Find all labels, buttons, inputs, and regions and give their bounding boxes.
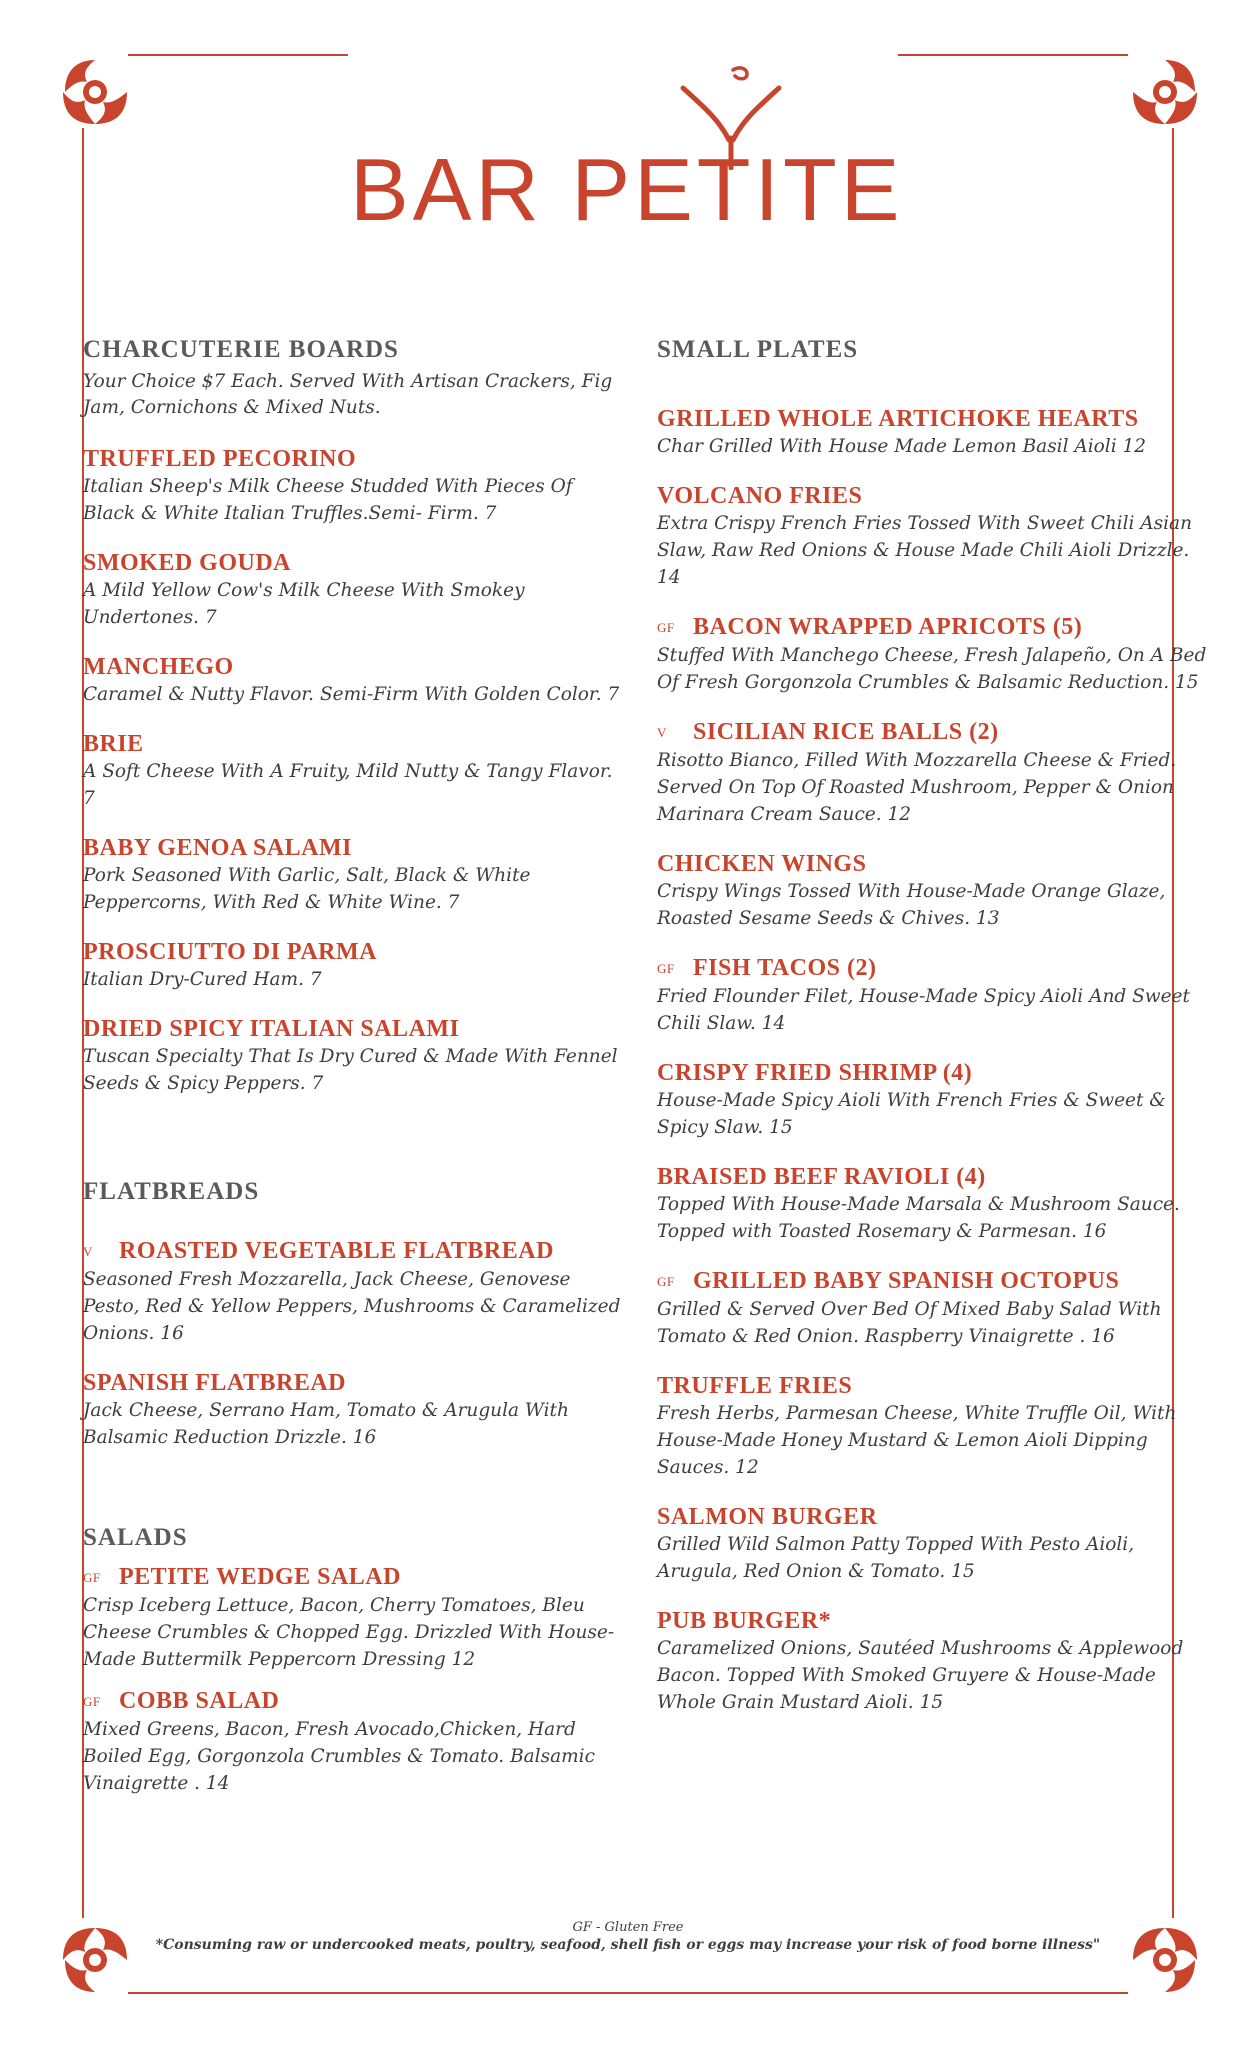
item-description: A Soft Cheese With A Fruity, Mild Nutty & Tangy Flavor. 7: [83, 761, 613, 809]
item-description: Char Grilled With House Made Lemon Basil Aioli 12: [657, 436, 1147, 457]
item-description: Stuffed With Manchego Cheese, Fresh Jalapeño, On A Bed Of Fresh Gorgonzola Crumbles & Balsamic Reduction. 15: [657, 645, 1207, 693]
menu-item: [83, 653, 623, 708]
item-description: Crispy Wings Tossed With House-Made Orange Glaze, Roasted Sesame Seeds & Chives. 13: [657, 881, 1166, 929]
salads-section: [83, 1523, 623, 1797]
gluten-free-legend: GF - Gluten Free: [572, 1920, 684, 1935]
item-name-text: BACON WRAPPED APRICOTS (5): [693, 614, 1083, 640]
item-description: Grilled Wild Salmon Patty Topped With Pesto Aioli, Arugula, Red Onion & Tomato. 15: [657, 1534, 1135, 1582]
frame-top-right-line: [898, 54, 1128, 56]
item-name: CRISPY FRIED SHRIMP (4): [657, 1060, 973, 1086]
health-disclaimer: *Consuming raw or undercooked meats, poultry, seafood, shell fish or eggs may increase your risk of food borne illness": [155, 1937, 1101, 1953]
item-description: A Mild Yellow Cow's Milk Cheese With Smokey Undertones. 7: [83, 580, 525, 628]
menu-item: [657, 613, 1207, 696]
gluten-free-tag: GF: [83, 1694, 101, 1709]
menu-item: [657, 1372, 1207, 1481]
item-name: TRUFFLED PECORINO: [83, 446, 357, 472]
item-name: TRUFFLE FRIES: [657, 1373, 853, 1399]
gluten-free-tag: GF: [657, 961, 675, 976]
item-name: DRIED SPICY ITALIAN SALAMI: [83, 1016, 460, 1042]
menu-item: [657, 954, 1207, 1037]
left-column: [83, 335, 623, 1797]
item-name: [83, 1687, 623, 1716]
item-description: House-Made Spicy Aioli With French Fries & Sweet & Spicy Slaw. 15: [657, 1090, 1166, 1138]
item-name: PUB BURGER*: [657, 1608, 832, 1634]
vegetarian-tag: V: [83, 1244, 93, 1259]
section-title: CHARCUTERIE BOARDS: [83, 336, 399, 363]
item-description: Seasoned Fresh Mozzarella, Jack Cheese, Genovese Pesto, Red & Yellow Peppers, Mushrooms & Caramelized Onions. 16: [83, 1269, 621, 1344]
item-name-text: SICILIAN RICE BALLS (2): [693, 719, 999, 745]
item-name: PROSCIUTTO DI PARMA: [83, 939, 377, 965]
menu-item: [657, 718, 1207, 828]
item-name: GRILLED WHOLE ARTICHOKE HEARTS: [657, 406, 1139, 432]
frame-bottom-left-line: [128, 1992, 1128, 1994]
menu-item: [83, 445, 623, 527]
item-name: [657, 954, 1207, 983]
menu-item: [83, 1015, 623, 1097]
menu-item: [657, 850, 1207, 932]
item-name: SPANISH FLATBREAD: [83, 1370, 346, 1396]
item-description: Extra Crispy French Fries Tossed With Sweet Chili Asian Slaw, Raw Red Onions & House Made Chili Aioli Drizzle. 14: [657, 513, 1193, 588]
item-description: Italian Sheep's Milk Cheese Studded With Pieces Of Black & White Italian Truffles.Semi- Firm. 7: [83, 476, 573, 524]
item-name: SMOKED GOUDA: [83, 550, 292, 576]
item-description: Italian Dry-Cured Ham. 7: [83, 969, 322, 990]
menu-item: [83, 730, 623, 812]
menu-item: [83, 938, 623, 993]
menu-item: [657, 1607, 1207, 1716]
item-name-text: FISH TACOS (2): [693, 955, 877, 981]
item-name: BRIE: [83, 731, 144, 757]
menu-item: [83, 1563, 623, 1673]
section-title: SALADS: [83, 1524, 188, 1551]
menu-item: [83, 1369, 623, 1451]
menu-item: [657, 1059, 1207, 1141]
section-intro: Your Choice $7 Each. Served With Artisan Crackers, Fig Jam, Cornichons & Mixed Nuts.: [83, 371, 613, 418]
menu-item: [657, 1163, 1207, 1245]
flatbreads-section: [83, 1177, 623, 1451]
item-description: Crisp Iceberg Lettuce, Bacon, Cherry Tomatoes, Bleu Cheese Crumbles & Chopped Egg. Drizzled With House-Made Buttermilk Peppercorn Dressing 12: [83, 1595, 615, 1670]
gluten-free-tag: GF: [657, 1274, 675, 1289]
item-description: Caramelized Onions, Sautéed Mushrooms & Applewood Bacon. Topped With Smoked Gruyere & House-Made Whole Grain Mustard Aioli. 15: [657, 1638, 1184, 1713]
item-name: BABY GENOA SALAMI: [83, 835, 352, 861]
menu-item: [83, 834, 623, 916]
item-name-text: COBB SALAD: [119, 1688, 280, 1714]
charcuterie-section: [83, 335, 623, 1097]
menu-item: [657, 405, 1207, 460]
menu-item: [83, 1237, 623, 1347]
vegetarian-tag: V: [657, 725, 667, 740]
item-description: Tuscan Specialty That Is Dry Cured & Made With Fennel Seeds & Spicy Peppers. 7: [83, 1046, 618, 1094]
item-name: SALMON BURGER: [657, 1504, 878, 1530]
item-name: VOLCANO FRIES: [657, 483, 863, 509]
item-description: Jack Cheese, Serrano Ham, Tomato & Arugula With Balsamic Reduction Drizzle. 16: [83, 1400, 569, 1448]
item-name-text: GRILLED BABY SPANISH OCTOPUS: [693, 1268, 1120, 1294]
section-title: FLATBREADS: [83, 1178, 260, 1205]
item-name: [657, 613, 1207, 642]
corner-ornament-icon: [55, 52, 135, 132]
gluten-free-tag: GF: [83, 1570, 101, 1585]
menu-item: [83, 1687, 623, 1797]
item-name: CHICKEN WINGS: [657, 851, 867, 877]
item-name: BRAISED BEEF RAVIOLI (4): [657, 1164, 986, 1190]
item-description: Pork Seasoned With Garlic, Salt, Black & White Peppercorns, With Red & White Wine. 7: [83, 865, 531, 913]
item-name: [83, 1237, 623, 1266]
brand-name: BAR PETITE: [350, 140, 904, 239]
item-description: Fried Flounder Filet, House-Made Spicy Aioli And Sweet Chili Slaw. 14: [657, 986, 1190, 1034]
item-description: Mixed Greens, Bacon, Fresh Avocado,Chicken, Hard Boiled Egg, Gorgonzola Crumbles & Tomato. Balsamic Vinaigrette . 14: [83, 1719, 595, 1794]
item-name: [83, 1563, 623, 1592]
item-name: [657, 718, 1207, 747]
right-column: [657, 335, 1207, 1716]
menu-item: [83, 549, 623, 631]
item-name-text: ROASTED VEGETABLE FLATBREAD: [119, 1238, 554, 1264]
menu-item: [657, 482, 1207, 591]
menu-item: [657, 1267, 1207, 1350]
item-name: [657, 1267, 1207, 1296]
item-description: Caramel & Nutty Flavor. Semi-Firm With Golden Color. 7: [83, 684, 620, 705]
item-description: Grilled & Served Over Bed Of Mixed Baby Salad With Tomato & Red Onion. Raspberry Vinaigrette . 16: [657, 1299, 1162, 1347]
menu-item: [657, 1503, 1207, 1585]
corner-ornament-icon: [1125, 52, 1205, 132]
item-description: Fresh Herbs, Parmesan Cheese, White Truffle Oil, With House-Made Honey Mustard & Lemon Aioli Dipping Sauces. 12: [657, 1403, 1177, 1478]
item-name: MANCHEGO: [83, 654, 234, 680]
frame-top-left-line: [128, 54, 348, 56]
brand-logo: [350, 50, 910, 240]
item-name-text: PETITE WEDGE SALAD: [119, 1564, 401, 1590]
gluten-free-tag: GF: [657, 620, 675, 635]
section-title: SMALL PLATES: [657, 336, 859, 363]
item-description: Risotto Bianco, Filled With Mozzarella Cheese & Fried. Served On Top Of Roasted Mushroom, Pepper & Onion Marinara Cream Sauce. 12: [657, 750, 1177, 825]
item-description: Topped With House-Made Marsala & Mushroom Sauce. Topped with Toasted Rosemary & Parmesan. 16: [657, 1194, 1180, 1242]
